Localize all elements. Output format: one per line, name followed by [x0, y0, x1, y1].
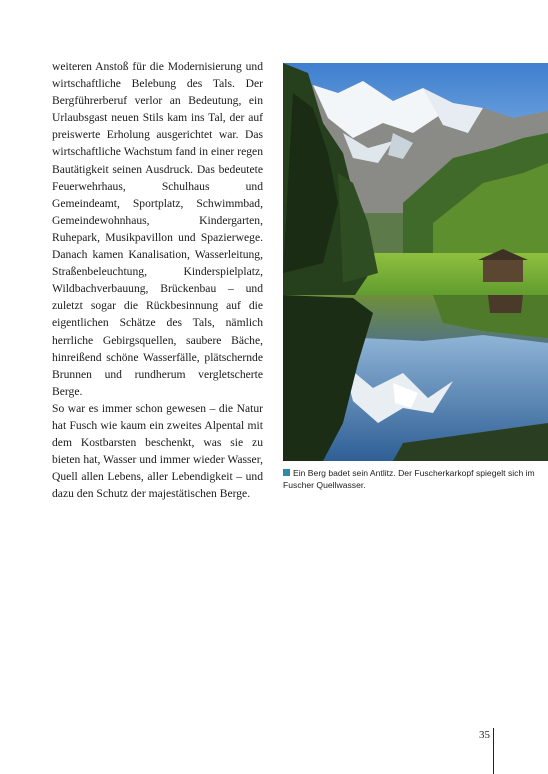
folio-divider [493, 728, 494, 774]
mountain-lake-illustration [283, 63, 548, 461]
caption-text: Ein Berg badet sein Antlitz. Der Fuscherkarkopf spiegelt sich im Fuscher Quellwasser. [283, 468, 535, 491]
body-paragraph-1: weiteren Anstoß für die Modernisierung und wirtschaftliche Belebung des Tals. Der Bergführerberuf verlor an Bedeutung, ein Urlaubsgast neuen Stils kam ins Tal, der auf preiswerte Erholung ausgerichtet war. Das wirtschaftliche Wachstum fand in einer regen Bautätigkeit seinen Ausdruck. Das bedeutete Feuerwehrhaus, Schulhaus und Gemeindeamt, Sportplatz, Schwimmbad, Gemeindewohnhaus, Kindergarten, Ruhepark, Musikpavillon und Spazierwege. Danach kamen Kanalisation, Wasserleitung, Straßenbeleuchtung, Kinderspielplatz, Wildbachverbauung, Brückenbau – und zuletzt sogar die Rückbesinnung auf die eigentlichen Schätze des Tals, nämlich herrliche Gebirgsquellen, saubere Bäche, hinreißend schöne Wasserfälle, plätschernde Brunnen und rundherum vergletscherte Berge. [52, 60, 263, 398]
body-text-column [52, 58, 263, 502]
caption-marker-icon [283, 469, 290, 476]
photo-caption [283, 467, 545, 492]
page-number: 35 [479, 729, 490, 741]
landscape-photo [283, 63, 548, 461]
body-paragraph-2: So war es immer schon gewesen – die Natur hat Fusch wie kaum ein zweites Alpental mit dem Kostbarsten beschenkt, was sie zu bieten hat, Wasser und immer wieder Wasser, Quell allen Lebens, aller Lebendigkeit – und dazu den Schutz der majestätischen Berge. [52, 401, 263, 501]
